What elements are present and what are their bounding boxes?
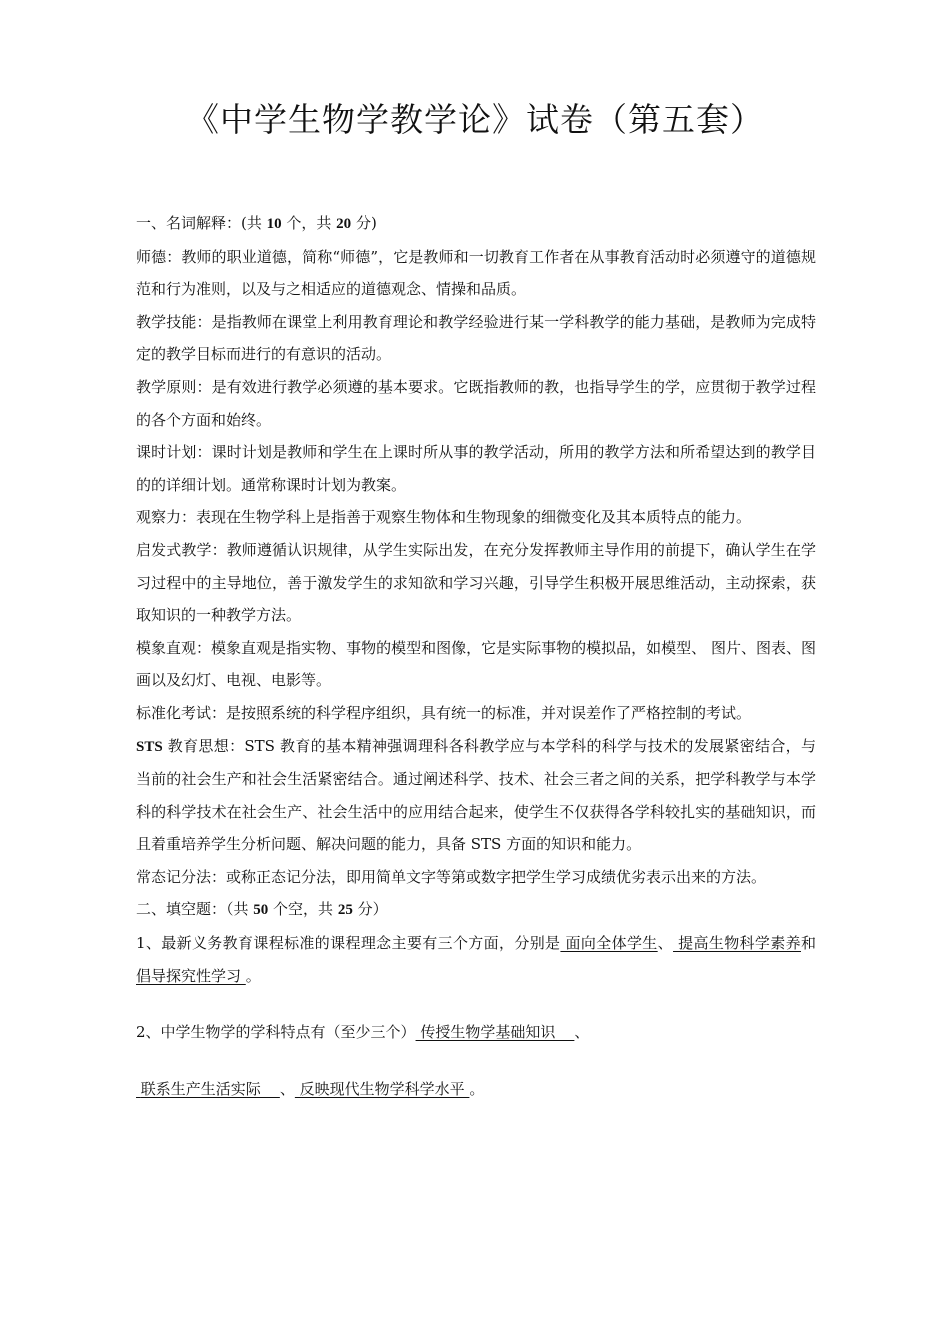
answer-blank: 面向全体学生 <box>560 934 658 953</box>
term-definition <box>136 241 816 306</box>
term-name: 标准化考试： <box>136 703 227 722</box>
answer-blank: 传授生物学基础知识 <box>415 1023 575 1042</box>
term-definition <box>136 306 816 371</box>
term-name: 常态记分法： <box>136 867 227 886</box>
term-name: 观察力： <box>136 508 197 527</box>
term-text: 教师的职业道德，简称“师德”，它是教师和一切教育工作者在从事教育活动时必须遵守的道德规范和行为准则，以及与之相适应的道德观念、情操和品质。 <box>136 247 816 299</box>
heading-text: 一、名词解释：(共 <box>136 214 267 232</box>
heading-text: 个空，共 <box>268 900 338 919</box>
term-name: 师德： <box>136 247 182 266</box>
question-text: 1、最新义务教育课程标准的课程理念主要有三个方面，分别是 <box>136 934 561 953</box>
term-definition <box>136 697 816 730</box>
term-definition-sts <box>136 730 816 861</box>
term-text: 或称正态记分法，即用简单文字等第或数字把学生学习成绩优劣表示出来的方法。 <box>226 867 767 886</box>
term-name: 启发式教学： <box>136 540 227 559</box>
term-name: 教育思想： <box>162 736 245 755</box>
separator: 。 <box>469 1079 485 1098</box>
separator: 、 <box>574 1023 590 1042</box>
fill-question-2 <box>136 1016 816 1049</box>
heading-text: 二、填空题：（共 <box>136 900 254 919</box>
term-text: 是有效进行教学必须遵的基本要求。它既指教师的教，也指导学生的学，应贯彻于教学过程的各个方面和始终。 <box>136 377 816 429</box>
section1-heading <box>136 207 816 241</box>
heading-text: 个，共 <box>281 214 337 232</box>
page-title: 《中学生物学教学论》试卷（第五套） <box>186 100 764 139</box>
term-definition <box>136 371 816 436</box>
term-text: STS 教育的基本精神强调理科各科教学应与本学科的科学与技术的发展紧密结合，与当前的社会生产和社会生活紧密结合。通过阐述科学、技术、社会三者之间的关系，把学科教学与本学科的科学技术在社会生产、社会生活中的应用结合起来，使学生不仅获得各学科较扎实的基础知识，而且着重培养学生分析问题、解决问题的能力，具备 STS 方面的知识和能力。 <box>136 736 816 854</box>
answer-blank: 反映现代生物学科学水平 <box>294 1079 470 1098</box>
heading-count: 10 <box>266 216 282 232</box>
question-text: 2、中学生物学的学科特点有（至少三个） <box>136 1023 416 1042</box>
separator: 、 <box>279 1079 295 1098</box>
term-text: 是指教师在课堂上利用教育理论和教学经验进行某一学科教学的能力基础，是教师为完成特定的教学目标而进行的有意识的活动。 <box>136 312 816 364</box>
term-definition <box>136 436 816 501</box>
heading-score: 20 <box>336 216 352 232</box>
spacer <box>136 992 816 1016</box>
exam-body <box>136 207 816 1105</box>
term-name: 教学原则： <box>136 377 212 396</box>
heading-score: 25 <box>337 902 353 919</box>
section2-heading <box>136 893 816 927</box>
answer-blank: 倡导探究性学习 <box>136 966 246 985</box>
separator: 和 <box>800 934 816 953</box>
term-name: 教学技能： <box>136 312 212 331</box>
term-definition <box>136 534 816 632</box>
term-text: 模象直观是指实物、事物的模型和图像，它是实际事物的模拟品，如模型、 图片、图表、图画以及幻灯、电视、电影等。 <box>136 638 816 690</box>
fill-question-1 <box>136 927 816 992</box>
term-text: 课时计划是教师和学生在上课时所从事的教学活动，所用的教学方法和所希望达到的教学目的的详细计划。通常称课时计划为教案。 <box>136 443 816 494</box>
term-name: 模象直观： <box>136 638 212 657</box>
separator: 。 <box>245 966 261 985</box>
term-name-bold: STS <box>136 738 163 755</box>
fill-question-2-cont <box>136 1073 816 1106</box>
term-definition <box>136 501 816 534</box>
term-name: 课时计划： <box>136 443 212 462</box>
term-definition <box>136 861 816 894</box>
heading-count: 50 <box>253 902 269 919</box>
heading-text: 分） <box>352 900 388 919</box>
separator: 、 <box>657 934 674 953</box>
term-text: 是按照系统的科学程序组织，具有统一的标准，并对误差作了严格控制的考试。 <box>226 703 752 722</box>
term-text: 教师遵循认识规律，从学生实际出发，在充分发挥教师主导作用的前提下，确认学生在学习过程中的主导地位，善于激发学生的求知欲和学习兴趣，引导学生积极开展思维活动，主动探索，获取知识的一种教学方法。 <box>136 540 816 625</box>
heading-text: 分) <box>351 214 377 232</box>
term-definition <box>136 632 816 697</box>
answer-blank: 提高生物科学素养 <box>673 934 801 953</box>
spacer <box>136 1049 816 1073</box>
answer-blank: 联系生产生活实际 <box>136 1079 280 1098</box>
term-text: 表现在生物学科上是指善于观察生物体和生物现象的细微变化及其本质特点的能力。 <box>196 508 752 527</box>
